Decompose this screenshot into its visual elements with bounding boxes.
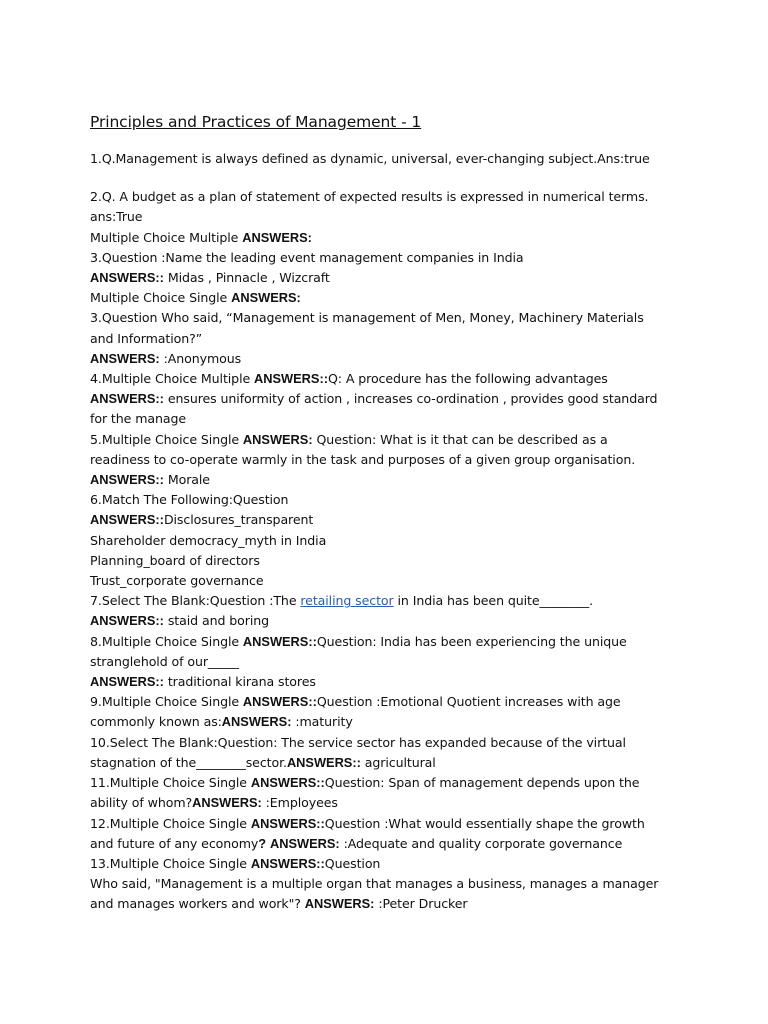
q9-prefix: 9.Multiple Choice Single [90, 694, 243, 710]
answer-text: :Peter Drucker [374, 896, 468, 912]
q3a-line: 3.Question :Name the leading event management companies in India [90, 249, 524, 265]
answer-text: Midas , Pinnacle , Wizcraft [163, 270, 330, 286]
q10-line: 10.Select The Blank:Question: The service sector has expanded because of the virtual [90, 734, 626, 750]
answers-label: ANSWERS: [90, 350, 160, 366]
question-mark: ? [258, 835, 267, 851]
answers-label: ANSWERS:: [90, 391, 164, 407]
q9-question: Question :Emotional Quotient increases with age [316, 694, 621, 710]
answer-text: :Anonymous [159, 350, 242, 366]
retailing-sector-link[interactable]: retailing sector [300, 593, 394, 609]
q11-question: Question: Span of management depends upon the [324, 775, 640, 791]
answer-text: Disclosures_transparent [163, 512, 314, 528]
q12-line [90, 814, 690, 834]
q13-question: Question [324, 855, 381, 871]
q4-question: Q: A procedure has the following advantages [327, 371, 608, 387]
q13-prefix: 13.Multiple Choice Single [90, 855, 251, 871]
q5-prefix: 5.Multiple Choice Single [90, 431, 243, 447]
q8-prefix: 8.Multiple Choice Single [90, 633, 243, 649]
answer-text: :Employees [261, 795, 338, 811]
q10-question-cont: stagnation of the________sector. [90, 754, 287, 770]
q11-prefix: 11.Multiple Choice Single [90, 775, 251, 791]
q1-line: 1.Q.Management is always defined as dynamic, universal, ever-changing subject.Ans:true [90, 151, 650, 166]
q5-line2: readiness to co-operate warmly in the task and purposes of a given group organisation. [90, 451, 636, 467]
answers-label: ANSWERS:: [250, 775, 325, 791]
q6-match-2: Shareholder democracy_myth in India [90, 532, 327, 548]
q4-line [90, 369, 690, 389]
q7-answer [90, 611, 690, 631]
q2-answer: ans:True [90, 209, 143, 225]
q3b-line1: 3.Question Who said, “Management is management of Men, Money, Machinery Materials [90, 310, 644, 326]
answers-label: ANSWERS:: [90, 674, 164, 690]
answer-text: staid and boring [163, 613, 270, 629]
q13-line [90, 854, 690, 874]
q5-answer [90, 470, 690, 490]
answer-text: agricultural [360, 754, 436, 770]
answer-text: :Adequate and quality corporate governance [339, 835, 623, 851]
answers-label: ANSWERS: [221, 714, 292, 730]
answers-label: ANSWERS: [242, 431, 313, 447]
answers-label: ANSWERS:: [242, 633, 317, 649]
q11-line2 [90, 793, 690, 813]
answer-text: Morale [163, 472, 210, 488]
q8-line2: stranglehold of our_____ [90, 653, 239, 669]
answers-label: ANSWERS: [270, 835, 340, 851]
q6-line: 6.Match The Following:Question [90, 492, 289, 508]
q12-question: Question :What would essentially shape the growth [324, 815, 645, 831]
answers-label: ANSWERS:: [286, 754, 361, 770]
q12-question-cont: and future of any economy [90, 835, 259, 851]
q10-line2 [90, 753, 690, 773]
q8-answer [90, 672, 690, 692]
q13-line3 [90, 894, 690, 914]
q6-match-3: Planning_board of directors [90, 552, 260, 568]
document-page [90, 109, 690, 915]
answers-label: ANSWERS:: [90, 472, 164, 488]
q8-question: Question: India has been experiencing the unique [316, 633, 627, 649]
q7-suffix: in India has been quite________. [393, 593, 593, 609]
q13-question-cont: and manages workers and work"? [90, 896, 305, 912]
answers-label: ANSWERS: [242, 229, 312, 245]
q4-answer-cont: for the manage [90, 411, 187, 427]
answer-text: ensures uniformity of action , increases co-ordination , provides good standard [163, 391, 658, 407]
q5-question: Question: What is it that can be described as a [312, 431, 608, 447]
q8-line [90, 632, 690, 652]
mcs-heading [90, 288, 690, 308]
q6-match-4: Trust_corporate governance [90, 573, 264, 589]
answers-label: ANSWERS:: [90, 270, 164, 286]
answers-label: ANSWERS:: [250, 815, 325, 831]
spacer [90, 169, 690, 187]
answers-label: ANSWERS: [192, 795, 262, 811]
mcs-label: Multiple Choice Single [90, 290, 232, 306]
answers-label: ANSWERS:: [242, 694, 317, 710]
answers-label: ANSWERS: [304, 896, 375, 912]
q4-answer [90, 389, 690, 409]
q6-answer [90, 510, 690, 530]
q11-line [90, 773, 690, 793]
q12-line2 [90, 834, 690, 854]
answers-label: ANSWERS: [231, 290, 301, 306]
answer-text: :maturity [291, 714, 353, 730]
q5-line [90, 430, 690, 450]
q9-question-cont: commonly known as: [90, 714, 222, 730]
q9-line [90, 692, 690, 712]
q3b-answer [90, 349, 690, 369]
q4-prefix: 4.Multiple Choice Multiple [90, 371, 255, 387]
q9-line2 [90, 712, 690, 732]
mcm-heading [90, 228, 690, 248]
q3b-line2: and Information?” [90, 330, 203, 346]
q13-line2: Who said, "Management is a multiple organ that manages a business, manages a manager [90, 876, 659, 892]
answers-label: ANSWERS:: [90, 613, 164, 629]
q2-line: 2.Q. A budget as a plan of statement of expected results is expressed in numerical terms. [90, 189, 649, 205]
q12-prefix: 12.Multiple Choice Single [90, 815, 251, 831]
q7-line [90, 591, 690, 611]
answers-label: ANSWERS:: [250, 855, 325, 871]
q11-question-cont: ability of whom? [90, 795, 193, 811]
q7-prefix: 7.Select The Blank:Question :The [90, 593, 301, 609]
page-title: Principles and Practices of Management - 1 [90, 113, 422, 131]
answers-label: ANSWERS:: [90, 512, 164, 528]
mcm-label: Multiple Choice Multiple [90, 229, 243, 245]
answer-text: traditional kirana stores [163, 674, 316, 690]
q3a-answer [90, 268, 690, 288]
answers-label: ANSWERS:: [254, 371, 328, 387]
